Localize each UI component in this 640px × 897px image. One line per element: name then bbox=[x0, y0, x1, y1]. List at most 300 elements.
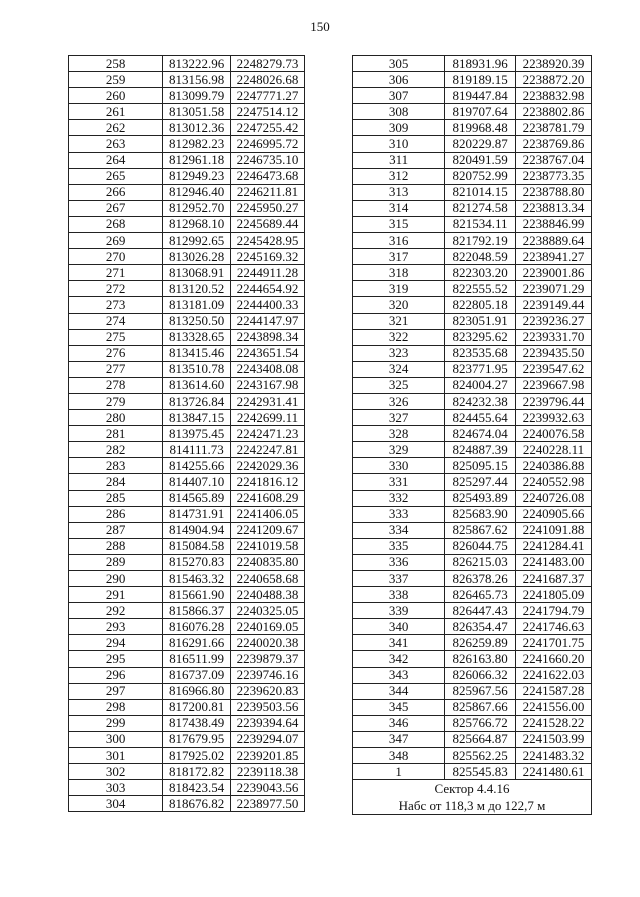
point-number-cell: 300 bbox=[69, 731, 163, 747]
table-row bbox=[69, 538, 305, 554]
y-coordinate-cell: 2245169.32 bbox=[231, 249, 305, 265]
y-coordinate-cell: 2241556.00 bbox=[516, 699, 592, 715]
point-number-cell: 309 bbox=[353, 120, 445, 136]
y-coordinate-cell: 2241622.03 bbox=[516, 667, 592, 683]
x-coordinate-cell: 820491.59 bbox=[445, 152, 516, 168]
x-coordinate-cell: 813068.91 bbox=[163, 265, 231, 281]
y-coordinate-cell: 2238941.27 bbox=[516, 249, 592, 265]
table-row bbox=[69, 764, 305, 780]
point-number-cell: 341 bbox=[353, 635, 445, 651]
x-coordinate-cell: 814731.91 bbox=[163, 506, 231, 522]
x-coordinate-cell: 816737.09 bbox=[163, 667, 231, 683]
point-number-cell: 305 bbox=[353, 56, 445, 72]
y-coordinate-cell: 2238773.35 bbox=[516, 168, 592, 184]
table-row bbox=[353, 780, 592, 798]
point-number-cell: 347 bbox=[353, 731, 445, 747]
x-coordinate-cell: 819189.15 bbox=[445, 72, 516, 88]
y-coordinate-cell: 2240552.98 bbox=[516, 474, 592, 490]
table-row bbox=[69, 281, 305, 297]
point-number-cell: 328 bbox=[353, 426, 445, 442]
y-coordinate-cell: 2247255.42 bbox=[231, 120, 305, 136]
y-coordinate-cell: 2246473.68 bbox=[231, 168, 305, 184]
y-coordinate-cell: 2247514.12 bbox=[231, 104, 305, 120]
x-coordinate-cell: 815084.58 bbox=[163, 538, 231, 554]
table-row bbox=[69, 442, 305, 458]
y-coordinate-cell: 2243167.98 bbox=[231, 377, 305, 393]
coordinates-table-left bbox=[68, 55, 305, 812]
y-coordinate-cell: 2238920.39 bbox=[516, 56, 592, 72]
x-coordinate-cell: 813250.50 bbox=[163, 313, 231, 329]
y-coordinate-cell: 2241091.88 bbox=[516, 522, 592, 538]
x-coordinate-cell: 826447.43 bbox=[445, 603, 516, 619]
table-row bbox=[69, 619, 305, 635]
y-coordinate-cell: 2241284.41 bbox=[516, 538, 592, 554]
x-coordinate-cell: 826066.32 bbox=[445, 667, 516, 683]
y-coordinate-cell: 2244911.28 bbox=[231, 265, 305, 281]
y-coordinate-cell: 2241746.63 bbox=[516, 619, 592, 635]
table-row bbox=[69, 474, 305, 490]
table-row bbox=[353, 136, 592, 152]
x-coordinate-cell: 814255.66 bbox=[163, 458, 231, 474]
y-coordinate-cell: 2246211.81 bbox=[231, 184, 305, 200]
table-row bbox=[353, 313, 592, 329]
point-number-cell: 331 bbox=[353, 474, 445, 490]
x-coordinate-cell: 822555.52 bbox=[445, 281, 516, 297]
y-coordinate-cell: 2240325.05 bbox=[231, 603, 305, 619]
point-number-cell: 338 bbox=[353, 587, 445, 603]
table-row bbox=[69, 72, 305, 88]
x-coordinate-cell: 822303.20 bbox=[445, 265, 516, 281]
y-coordinate-cell: 2241209.67 bbox=[231, 522, 305, 538]
coordinates-table-right bbox=[352, 55, 592, 815]
point-number-cell: 304 bbox=[69, 796, 163, 812]
x-coordinate-cell: 812992.65 bbox=[163, 233, 231, 249]
x-coordinate-cell: 812961.18 bbox=[163, 152, 231, 168]
table-row bbox=[69, 506, 305, 522]
point-number-cell: 297 bbox=[69, 683, 163, 699]
y-coordinate-cell: 2240228.11 bbox=[516, 442, 592, 458]
table-row bbox=[353, 731, 592, 747]
point-number-cell: 348 bbox=[353, 748, 445, 764]
point-number-cell: 339 bbox=[353, 603, 445, 619]
table-row bbox=[353, 361, 592, 377]
y-coordinate-cell: 2240835.80 bbox=[231, 554, 305, 570]
y-coordinate-cell: 2242029.36 bbox=[231, 458, 305, 474]
y-coordinate-cell: 2241483.00 bbox=[516, 554, 592, 570]
x-coordinate-cell: 825683.90 bbox=[445, 506, 516, 522]
table-row bbox=[69, 249, 305, 265]
table-row bbox=[69, 490, 305, 506]
y-coordinate-cell: 2240169.05 bbox=[231, 619, 305, 635]
x-coordinate-cell: 816966.80 bbox=[163, 683, 231, 699]
y-coordinate-cell: 2240658.68 bbox=[231, 571, 305, 587]
point-number-cell: 262 bbox=[69, 120, 163, 136]
point-number-cell: 284 bbox=[69, 474, 163, 490]
y-coordinate-cell: 2244147.97 bbox=[231, 313, 305, 329]
x-coordinate-cell: 818423.54 bbox=[163, 780, 231, 796]
table-row bbox=[353, 522, 592, 538]
x-coordinate-cell: 823535.68 bbox=[445, 345, 516, 361]
point-number-cell: 288 bbox=[69, 538, 163, 554]
point-number-cell: 324 bbox=[353, 361, 445, 377]
point-number-cell: 317 bbox=[353, 249, 445, 265]
y-coordinate-cell: 2240726.08 bbox=[516, 490, 592, 506]
x-coordinate-cell: 815463.32 bbox=[163, 571, 231, 587]
x-coordinate-cell: 814111.73 bbox=[163, 442, 231, 458]
y-coordinate-cell: 2239667.98 bbox=[516, 377, 592, 393]
y-coordinate-cell: 2248279.73 bbox=[231, 56, 305, 72]
point-number-cell: 278 bbox=[69, 377, 163, 393]
table-row bbox=[69, 587, 305, 603]
x-coordinate-cell: 816511.99 bbox=[163, 651, 231, 667]
x-coordinate-cell: 824674.04 bbox=[445, 426, 516, 442]
point-number-cell: 325 bbox=[353, 377, 445, 393]
y-coordinate-cell: 2245950.27 bbox=[231, 200, 305, 216]
x-coordinate-cell: 825867.66 bbox=[445, 699, 516, 715]
y-coordinate-cell: 2239043.56 bbox=[231, 780, 305, 796]
table-row bbox=[353, 265, 592, 281]
x-coordinate-cell: 814565.89 bbox=[163, 490, 231, 506]
table-row bbox=[69, 699, 305, 715]
table-row bbox=[353, 329, 592, 345]
x-coordinate-cell: 813099.79 bbox=[163, 88, 231, 104]
point-number-cell: 282 bbox=[69, 442, 163, 458]
x-coordinate-cell: 812968.10 bbox=[163, 216, 231, 232]
point-number-cell: 318 bbox=[353, 265, 445, 281]
table-row bbox=[353, 554, 592, 570]
x-coordinate-cell: 822048.59 bbox=[445, 249, 516, 265]
point-number-cell: 334 bbox=[353, 522, 445, 538]
point-number-cell: 261 bbox=[69, 104, 163, 120]
point-number-cell: 290 bbox=[69, 571, 163, 587]
table-row bbox=[353, 249, 592, 265]
y-coordinate-cell: 2240076.58 bbox=[516, 426, 592, 442]
y-coordinate-cell: 2238889.64 bbox=[516, 233, 592, 249]
table-row bbox=[69, 200, 305, 216]
y-coordinate-cell: 2242699.11 bbox=[231, 410, 305, 426]
table-row bbox=[69, 329, 305, 345]
table-row bbox=[69, 715, 305, 731]
x-coordinate-cell: 817200.81 bbox=[163, 699, 231, 715]
x-coordinate-cell: 819447.84 bbox=[445, 88, 516, 104]
table-row bbox=[353, 748, 592, 764]
point-number-cell: 268 bbox=[69, 216, 163, 232]
point-number-cell: 289 bbox=[69, 554, 163, 570]
y-coordinate-cell: 2238788.80 bbox=[516, 184, 592, 200]
point-number-cell: 340 bbox=[353, 619, 445, 635]
y-coordinate-cell: 2241587.28 bbox=[516, 683, 592, 699]
x-coordinate-cell: 813975.45 bbox=[163, 426, 231, 442]
table-row bbox=[69, 458, 305, 474]
y-coordinate-cell: 2242247.81 bbox=[231, 442, 305, 458]
point-number-cell: 287 bbox=[69, 522, 163, 538]
point-number-cell: 267 bbox=[69, 200, 163, 216]
table-row bbox=[353, 587, 592, 603]
y-coordinate-cell: 2239796.44 bbox=[516, 393, 592, 409]
y-coordinate-cell: 2241701.75 bbox=[516, 635, 592, 651]
point-number-cell: 320 bbox=[353, 297, 445, 313]
point-number-cell: 313 bbox=[353, 184, 445, 200]
table-row bbox=[69, 651, 305, 667]
x-coordinate-cell: 813012.36 bbox=[163, 120, 231, 136]
x-coordinate-cell: 815661.90 bbox=[163, 587, 231, 603]
y-coordinate-cell: 2239503.56 bbox=[231, 699, 305, 715]
x-coordinate-cell: 813415.46 bbox=[163, 345, 231, 361]
point-number-cell: 302 bbox=[69, 764, 163, 780]
table-row bbox=[353, 410, 592, 426]
table-row bbox=[69, 796, 305, 812]
y-coordinate-cell: 2241794.79 bbox=[516, 603, 592, 619]
x-coordinate-cell: 813222.96 bbox=[163, 56, 231, 72]
table-row bbox=[69, 120, 305, 136]
x-coordinate-cell: 813328.65 bbox=[163, 329, 231, 345]
point-number-cell: 294 bbox=[69, 635, 163, 651]
x-coordinate-cell: 826215.03 bbox=[445, 554, 516, 570]
y-coordinate-cell: 2241480.61 bbox=[516, 764, 592, 780]
point-number-cell: 330 bbox=[353, 458, 445, 474]
point-number-cell: 321 bbox=[353, 313, 445, 329]
y-coordinate-cell: 2239435.50 bbox=[516, 345, 592, 361]
point-number-cell: 274 bbox=[69, 313, 163, 329]
x-coordinate-cell: 815866.37 bbox=[163, 603, 231, 619]
y-coordinate-cell: 2240386.88 bbox=[516, 458, 592, 474]
point-number-cell: 301 bbox=[69, 748, 163, 764]
x-coordinate-cell: 824455.64 bbox=[445, 410, 516, 426]
sector-title: Сектор 4.4.16 bbox=[353, 780, 592, 798]
x-coordinate-cell: 820752.99 bbox=[445, 168, 516, 184]
x-coordinate-cell: 822805.18 bbox=[445, 297, 516, 313]
table-row bbox=[353, 667, 592, 683]
table-row bbox=[353, 619, 592, 635]
table-row bbox=[69, 748, 305, 764]
point-number-cell: 286 bbox=[69, 506, 163, 522]
table-row bbox=[353, 393, 592, 409]
x-coordinate-cell: 825664.87 bbox=[445, 731, 516, 747]
x-coordinate-cell: 826259.89 bbox=[445, 635, 516, 651]
x-coordinate-cell: 813847.15 bbox=[163, 410, 231, 426]
y-coordinate-cell: 2246735.10 bbox=[231, 152, 305, 168]
point-number-cell: 270 bbox=[69, 249, 163, 265]
x-coordinate-cell: 813726.84 bbox=[163, 393, 231, 409]
x-coordinate-cell: 825766.72 bbox=[445, 715, 516, 731]
point-number-cell: 319 bbox=[353, 281, 445, 297]
point-number-cell: 307 bbox=[353, 88, 445, 104]
table-row bbox=[353, 797, 592, 815]
x-coordinate-cell: 824004.27 bbox=[445, 377, 516, 393]
point-number-cell: 260 bbox=[69, 88, 163, 104]
table-row bbox=[353, 715, 592, 731]
y-coordinate-cell: 2238977.50 bbox=[231, 796, 305, 812]
point-number-cell: 342 bbox=[353, 651, 445, 667]
y-coordinate-cell: 2239394.64 bbox=[231, 715, 305, 731]
x-coordinate-cell: 812982.23 bbox=[163, 136, 231, 152]
x-coordinate-cell: 814904.94 bbox=[163, 522, 231, 538]
y-coordinate-cell: 2239331.70 bbox=[516, 329, 592, 345]
y-coordinate-cell: 2241805.09 bbox=[516, 587, 592, 603]
point-number-cell: 264 bbox=[69, 152, 163, 168]
point-number-cell: 322 bbox=[353, 329, 445, 345]
point-number-cell: 335 bbox=[353, 538, 445, 554]
point-number-cell: 291 bbox=[69, 587, 163, 603]
x-coordinate-cell: 812952.70 bbox=[163, 200, 231, 216]
y-coordinate-cell: 2239294.07 bbox=[231, 731, 305, 747]
x-coordinate-cell: 817925.02 bbox=[163, 748, 231, 764]
point-number-cell: 316 bbox=[353, 233, 445, 249]
y-coordinate-cell: 2244654.92 bbox=[231, 281, 305, 297]
x-coordinate-cell: 817438.49 bbox=[163, 715, 231, 731]
y-coordinate-cell: 2242471.23 bbox=[231, 426, 305, 442]
table-row bbox=[69, 780, 305, 796]
y-coordinate-cell: 2238832.98 bbox=[516, 88, 592, 104]
table-row bbox=[353, 571, 592, 587]
x-coordinate-cell: 825967.56 bbox=[445, 683, 516, 699]
table-row bbox=[353, 216, 592, 232]
point-number-cell: 311 bbox=[353, 152, 445, 168]
x-coordinate-cell: 824887.39 bbox=[445, 442, 516, 458]
table-row bbox=[69, 136, 305, 152]
point-number-cell: 336 bbox=[353, 554, 445, 570]
x-coordinate-cell: 824232.38 bbox=[445, 393, 516, 409]
table-row bbox=[69, 184, 305, 200]
table-row bbox=[69, 233, 305, 249]
x-coordinate-cell: 825545.83 bbox=[445, 764, 516, 780]
point-number-cell: 258 bbox=[69, 56, 163, 72]
x-coordinate-cell: 812946.40 bbox=[163, 184, 231, 200]
x-coordinate-cell: 818172.82 bbox=[163, 764, 231, 780]
x-coordinate-cell: 823295.62 bbox=[445, 329, 516, 345]
table-row bbox=[69, 297, 305, 313]
x-coordinate-cell: 825095.15 bbox=[445, 458, 516, 474]
point-number-cell: 277 bbox=[69, 361, 163, 377]
point-number-cell: 266 bbox=[69, 184, 163, 200]
point-number-cell: 310 bbox=[353, 136, 445, 152]
x-coordinate-cell: 813510.78 bbox=[163, 361, 231, 377]
y-coordinate-cell: 2240020.38 bbox=[231, 635, 305, 651]
table-row bbox=[353, 458, 592, 474]
point-number-cell: 273 bbox=[69, 297, 163, 313]
y-coordinate-cell: 2243408.08 bbox=[231, 361, 305, 377]
y-coordinate-cell: 2239236.27 bbox=[516, 313, 592, 329]
x-coordinate-cell: 821534.11 bbox=[445, 216, 516, 232]
point-number-cell: 333 bbox=[353, 506, 445, 522]
point-number-cell: 315 bbox=[353, 216, 445, 232]
x-coordinate-cell: 825493.89 bbox=[445, 490, 516, 506]
table-row bbox=[69, 345, 305, 361]
point-number-cell: 312 bbox=[353, 168, 445, 184]
point-number-cell: 1 bbox=[353, 764, 445, 780]
table-row bbox=[69, 265, 305, 281]
point-number-cell: 346 bbox=[353, 715, 445, 731]
table-row bbox=[353, 635, 592, 651]
y-coordinate-cell: 2241608.29 bbox=[231, 490, 305, 506]
table-row bbox=[69, 56, 305, 72]
table-row bbox=[353, 490, 592, 506]
x-coordinate-cell: 816291.66 bbox=[163, 635, 231, 651]
point-number-cell: 296 bbox=[69, 667, 163, 683]
x-coordinate-cell: 825562.25 bbox=[445, 748, 516, 764]
y-coordinate-cell: 2238769.86 bbox=[516, 136, 592, 152]
x-coordinate-cell: 821274.58 bbox=[445, 200, 516, 216]
y-coordinate-cell: 2245428.95 bbox=[231, 233, 305, 249]
table-row bbox=[69, 571, 305, 587]
x-coordinate-cell: 825867.62 bbox=[445, 522, 516, 538]
y-coordinate-cell: 2239001.86 bbox=[516, 265, 592, 281]
point-number-cell: 276 bbox=[69, 345, 163, 361]
y-coordinate-cell: 2238813.34 bbox=[516, 200, 592, 216]
table-row bbox=[353, 104, 592, 120]
sector-height-range: Набс от 118,3 м до 122,7 м bbox=[353, 797, 592, 815]
point-number-cell: 306 bbox=[353, 72, 445, 88]
x-coordinate-cell: 813181.09 bbox=[163, 297, 231, 313]
x-coordinate-cell: 816076.28 bbox=[163, 619, 231, 635]
y-coordinate-cell: 2241660.20 bbox=[516, 651, 592, 667]
x-coordinate-cell: 812949.23 bbox=[163, 168, 231, 184]
point-number-cell: 314 bbox=[353, 200, 445, 216]
table-row bbox=[69, 88, 305, 104]
table-row bbox=[353, 184, 592, 200]
table-row bbox=[69, 216, 305, 232]
table-row bbox=[353, 88, 592, 104]
table-row bbox=[353, 72, 592, 88]
table-row bbox=[353, 603, 592, 619]
y-coordinate-cell: 2239201.85 bbox=[231, 748, 305, 764]
table-row bbox=[353, 120, 592, 136]
point-number-cell: 298 bbox=[69, 699, 163, 715]
x-coordinate-cell: 825297.44 bbox=[445, 474, 516, 490]
point-number-cell: 295 bbox=[69, 651, 163, 667]
x-coordinate-cell: 821014.15 bbox=[445, 184, 516, 200]
y-coordinate-cell: 2248026.68 bbox=[231, 72, 305, 88]
table-row bbox=[69, 152, 305, 168]
table-row bbox=[69, 731, 305, 747]
y-coordinate-cell: 2241528.22 bbox=[516, 715, 592, 731]
point-number-cell: 326 bbox=[353, 393, 445, 409]
table-row bbox=[353, 377, 592, 393]
table-row bbox=[353, 281, 592, 297]
point-number-cell: 283 bbox=[69, 458, 163, 474]
y-coordinate-cell: 2243898.34 bbox=[231, 329, 305, 345]
x-coordinate-cell: 826044.75 bbox=[445, 538, 516, 554]
y-coordinate-cell: 2241406.05 bbox=[231, 506, 305, 522]
table-row bbox=[353, 683, 592, 699]
point-number-cell: 327 bbox=[353, 410, 445, 426]
y-coordinate-cell: 2242931.41 bbox=[231, 393, 305, 409]
y-coordinate-cell: 2239547.62 bbox=[516, 361, 592, 377]
x-coordinate-cell: 813026.28 bbox=[163, 249, 231, 265]
y-coordinate-cell: 2239879.37 bbox=[231, 651, 305, 667]
x-coordinate-cell: 814407.10 bbox=[163, 474, 231, 490]
point-number-cell: 285 bbox=[69, 490, 163, 506]
table-row bbox=[69, 377, 305, 393]
point-number-cell: 259 bbox=[69, 72, 163, 88]
y-coordinate-cell: 2238802.86 bbox=[516, 104, 592, 120]
x-coordinate-cell: 826163.80 bbox=[445, 651, 516, 667]
page-number: 150 bbox=[310, 19, 330, 34]
point-number-cell: 280 bbox=[69, 410, 163, 426]
point-number-cell: 263 bbox=[69, 136, 163, 152]
table-row bbox=[69, 313, 305, 329]
x-coordinate-cell: 821792.19 bbox=[445, 233, 516, 249]
point-number-cell: 337 bbox=[353, 571, 445, 587]
table-row bbox=[69, 361, 305, 377]
point-number-cell: 269 bbox=[69, 233, 163, 249]
table-row bbox=[353, 168, 592, 184]
x-coordinate-cell: 826378.26 bbox=[445, 571, 516, 587]
table-row bbox=[69, 603, 305, 619]
x-coordinate-cell: 813614.60 bbox=[163, 377, 231, 393]
x-coordinate-cell: 819968.48 bbox=[445, 120, 516, 136]
y-coordinate-cell: 2246995.72 bbox=[231, 136, 305, 152]
